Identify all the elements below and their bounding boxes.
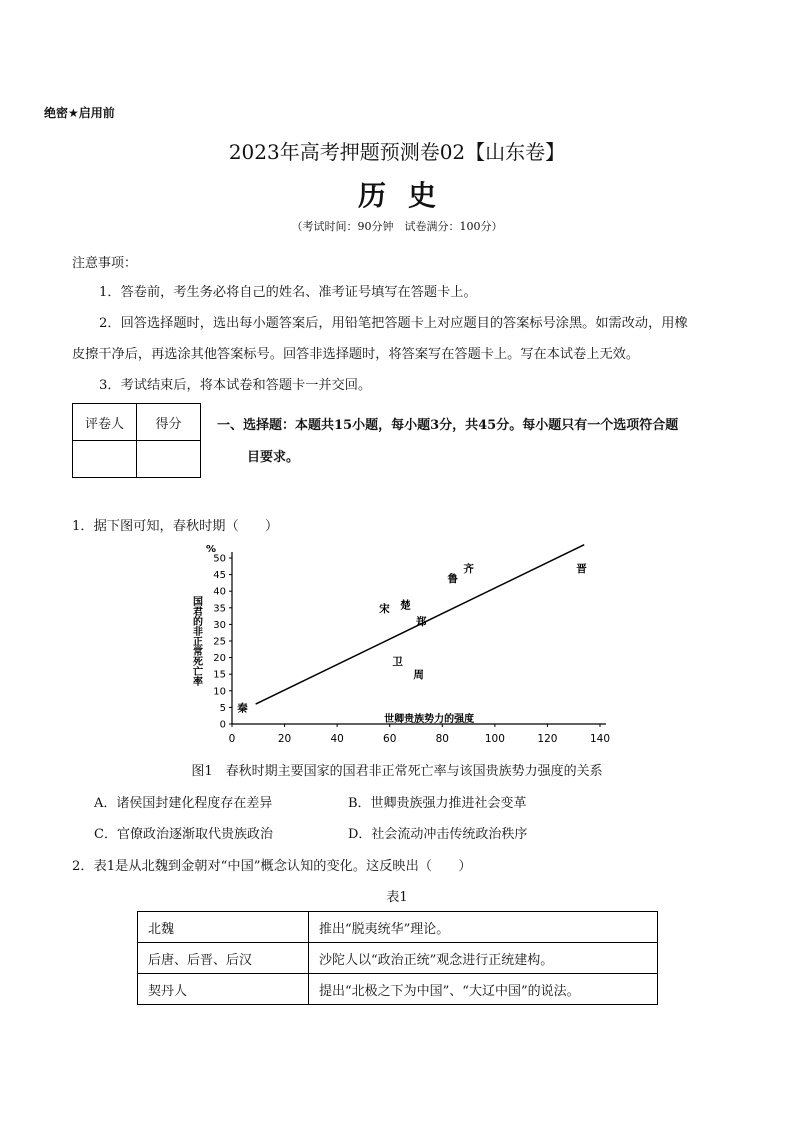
y-tick-label: 0	[219, 719, 226, 731]
y-tick-label: 15	[213, 669, 226, 681]
y-tick-label: 40	[213, 586, 226, 598]
point-label: 秦	[237, 702, 248, 715]
chart-axes	[232, 552, 606, 724]
table-1	[137, 911, 658, 1005]
x-tick-label: 60	[383, 733, 397, 745]
y-tick-label: 20	[213, 653, 226, 665]
y-tick-label: 35	[213, 603, 226, 615]
confidential-mark: 绝密★启用前	[44, 106, 115, 120]
table-row	[138, 974, 658, 1005]
y-tick-label: 10	[213, 686, 226, 698]
point-label: 周	[413, 669, 424, 682]
score-label: 得分	[137, 404, 201, 441]
exam-info: （考试时间：90分钟 试卷满分：100分）	[291, 220, 503, 233]
table-cell: 北魏	[138, 912, 309, 943]
point-label: 晋	[576, 562, 587, 575]
subject-title: 历史	[357, 179, 458, 212]
scatter-chart	[190, 538, 620, 760]
option-d[interactable]: D．社会流动冲击传统政治秩序	[348, 827, 528, 842]
grader-label: 评卷人	[73, 404, 137, 441]
x-tick-label: 20	[277, 733, 292, 745]
section-heading	[217, 410, 725, 474]
table-cell: 契丹人	[138, 974, 309, 1005]
table-row	[138, 943, 658, 974]
section-heading-line1: 一、选择题：本题共15小题，每小题3分，共45分。每小题只有一个选项符合题	[217, 418, 679, 433]
point-label: 卫	[392, 655, 403, 668]
notice-item-2: 2．回答选择题时，选出每小题答案后，用铅笔把答题卡上对应题目的答案标号涂黑。如需改动，用橡	[99, 316, 688, 331]
point-label: 鲁	[447, 572, 459, 585]
notice-item-3: 3．考试结束后，将本试卷和答题卡一并交回。	[99, 378, 372, 393]
score-box	[72, 403, 201, 478]
table-cell: 沙陀人以“政治正统”观念进行正统建构。	[309, 943, 658, 974]
y-tick-label: 5	[219, 702, 226, 714]
exam-title: 2023年高考押题预测卷02【山东卷】	[228, 140, 566, 164]
x-tick-label: 120	[537, 733, 558, 745]
notice-item-1: 1．答卷前，考生务必将自己的姓名、准考证号填写在答题卡上。	[99, 285, 477, 300]
question-2-stem: 2．表1是从北魏到金朝对“中国”概念认知的变化。这反映出（ ）	[72, 859, 472, 874]
chart-points	[236, 562, 587, 714]
point-label: 楚	[400, 599, 411, 612]
table-row	[138, 912, 658, 943]
score-cell[interactable]	[137, 441, 201, 478]
x-axis-label: 世卿贵族势力的强度	[384, 714, 475, 725]
table-cell: 推出“脱夷统华”理论。	[309, 912, 658, 943]
y-tick-label: 45	[213, 570, 226, 582]
option-b[interactable]: B．世卿贵族强力推进社会变革	[348, 796, 527, 811]
x-tick-label: 40	[330, 733, 344, 745]
point-label: 宋	[379, 602, 390, 615]
notice-heading: 注意事项：	[72, 256, 138, 271]
option-c[interactable]: C．官僚政治逐渐取代贵族政治	[94, 827, 273, 842]
y-axis-unit: %	[206, 544, 217, 555]
question-1-stem: 1．据下图可知，春秋时期（ ）	[72, 519, 279, 534]
point-label: 郑	[416, 616, 427, 629]
x-tick-label: 100	[484, 733, 505, 745]
figure-caption: 图1 春秋时期主要国家的国君非正常死亡率与该国贵族势力强度的关系	[191, 764, 603, 779]
y-tick-label: 30	[213, 619, 226, 631]
notice-item-2-cont: 皮擦干净后，再选涂其他答案标号。回答非选择题时，将答案写在答题卡上。写在本试卷上无效。	[72, 347, 640, 362]
grader-cell[interactable]	[73, 441, 137, 478]
x-tick-label: 0	[228, 733, 236, 745]
x-tick-label: 80	[435, 733, 449, 745]
point-label: 齐	[463, 562, 474, 575]
table-cell: 后唐、后晋、后汉	[138, 943, 309, 974]
y-axis-label: 国君的非正常死亡率	[190, 596, 202, 686]
section-heading-line2: 目要求。	[247, 450, 300, 465]
y-tick-label: 25	[213, 636, 226, 648]
x-tick-label: 140	[589, 733, 611, 745]
option-a[interactable]: A．诸侯国封建化程度存在差异	[94, 796, 273, 811]
table-caption: 表1	[386, 890, 408, 905]
y-tick-label: 50	[213, 553, 226, 565]
table-cell: 提出“北极之下为中国”、“大辽中国”的说法。	[309, 974, 658, 1005]
